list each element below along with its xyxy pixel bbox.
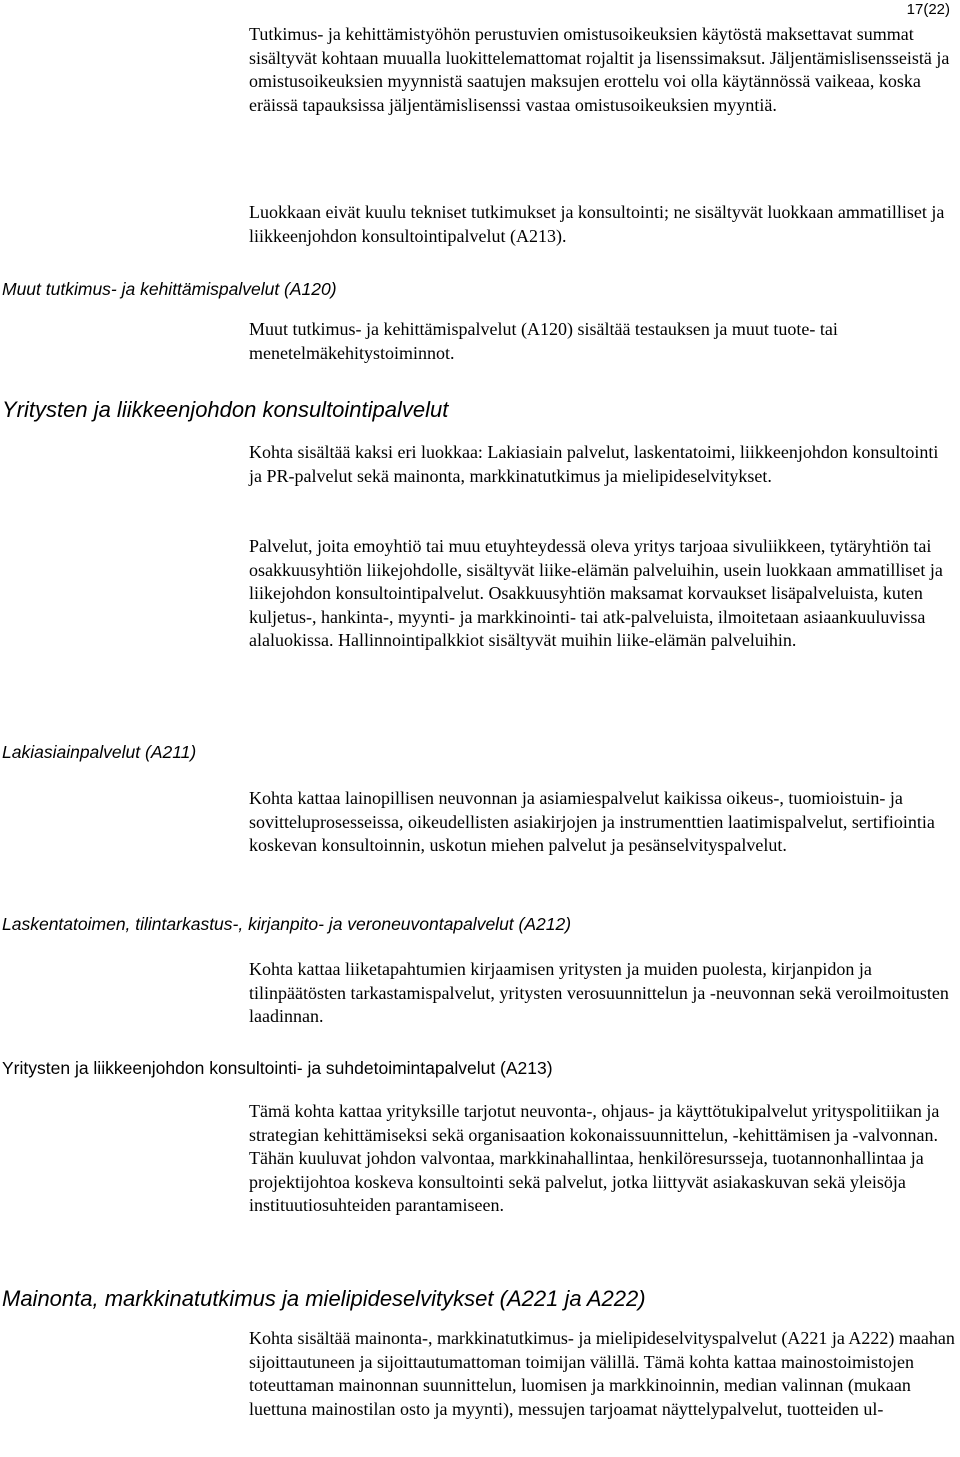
heading-consulting-services: Yritysten ja liikkeenjohdon konsultointipalvelut (2, 397, 449, 422)
page-number: 17(22) (906, 1, 950, 18)
heading-a120: Muut tutkimus- ja kehittämispalvelut (A120) (2, 279, 337, 299)
paragraph-affiliate-services: Palvelut, joita emoyhtiö tai muu etuyhteydessä oleva yritys tarjoaa sivuliikkeen, tytäryhtiön tai osakkuusyhtiön liikejohdolle, sisältyvät liike-elämän palveluihin, usein luokkaan ammatilliset ja liikejohdon konsultointipalvelut. Osakkuusyhtiön maksamat korvaukset lisäpalveluista, kuten kuljetus-, hankinta-, myynti- ja markkinointi- tai atk-palveluista, ilmoitetaan asiaankuuluvissa alaluokissa. Hallinnointipalkkiot sisältyvät muihin liike-elämän palveluihin. (249, 536, 943, 650)
paragraph-a221-a222: Kohta sisältää mainonta-, markkinatutkimus- ja mielipideselvityspalvelut (A221 ja A222) maahan sijoittautuneen ja sijoittautumattoman toimijan välillä. Tämä kohta kattaa mainostoimistojen toteuttaman mainonnan suunnittelun, luomisen ja markkinoinnin, median valinnan (mukaan luettuna mainostilan osto ja myynti), messujen tarjoamat näyttelypalvelut, tuotteiden ul- (249, 1328, 955, 1419)
heading-a221-a222: Mainonta, markkinatutkimus ja mielipideselvitykset (A221 ja A222) (2, 1286, 646, 1311)
paragraph-a120: Muut tutkimus- ja kehittämispalvelut (A120) sisältää testauksen ja muut tuote- tai menetelmäkehitystoiminnot. (249, 319, 838, 363)
heading-a211: Lakiasiainpalvelut (A211) (2, 742, 197, 762)
paragraph-a213: Tämä kohta kattaa yrityksille tarjotut neuvonta-, ohjaus- ja käyttötukipalvelut yrityspolitiikan ja strategian kehittämiseksi sekä organisaation kokonaissuunnittelun, -kehittämisen ja -valvonnan. Tähän kuuluvat johdon valvontaa, markkinahallintaa, henkilöresursseja, tuotannonhallintaa ja projektijohtoa koskeva konsultointi sekä palvelut, jotka liittyvät asiakaskuvan sekä yleisöja instituutiosuhteiden parantamiseen. (249, 1101, 940, 1215)
paragraph-royalties: Tutkimus- ja kehittämistyöhön perustuvien omistusoikeuksien käytöstä maksettavat summat sisältyvät kohtaan muualla luokittelemattomat rojaltit ja lisenssimaksut. Jäljentämislisensseistä ja omistusoikeuksien myynnistä saatujen maksujen erottelu voi olla käytännössä vaikeaa, koska eräissä tapauksissa jäljentämislisenssi vastaa omistusoikeuksien myyntiä. (249, 24, 950, 115)
paragraph-a212: Kohta kattaa liiketapahtumien kirjaamisen yritysten ja muiden puolesta, kirjanpidon ja tilinpäätösten tarkastamispalvelut, yritysten verosuunnittelun ja -neuvonnan sekä veroilmoitusten laadinnan. (249, 959, 949, 1026)
heading-a213: Yritysten ja liikkeenjohdon konsultointi- ja suhdetoimintapalvelut (A213) (2, 1058, 553, 1078)
paragraph-exclusions: Luokkaan eivät kuulu tekniset tutkimukset ja konsultointi; ne sisältyvät luokkaan ammatilliset ja liikkeenjohdon konsultointipalvelut (A213). (249, 202, 945, 246)
paragraph-consulting-intro: Kohta sisältää kaksi eri luokkaa: Lakiasiain palvelut, laskentatoimi, liikkeenjohdon konsultointi ja PR-palvelut sekä mainonta, markkinatutkimus ja mielipideselvitykset. (249, 442, 939, 486)
heading-a212: Laskentatoimen, tilintarkastus-, kirjanpito- ja veroneuvontapalvelut (A212) (2, 914, 572, 934)
paragraph-a211: Kohta kattaa lainopillisen neuvonnan ja asiamiespalvelut kaikissa oikeus-, tuomioistuin- ja sovitteluprosesseissa, oikeudellisten asiakirjojen ja instrumenttien laatimispalvelut, sertifiointia koskevan konsultoinnin, uskotun miehen palvelut ja pesänselvityspalvelut. (249, 788, 935, 855)
